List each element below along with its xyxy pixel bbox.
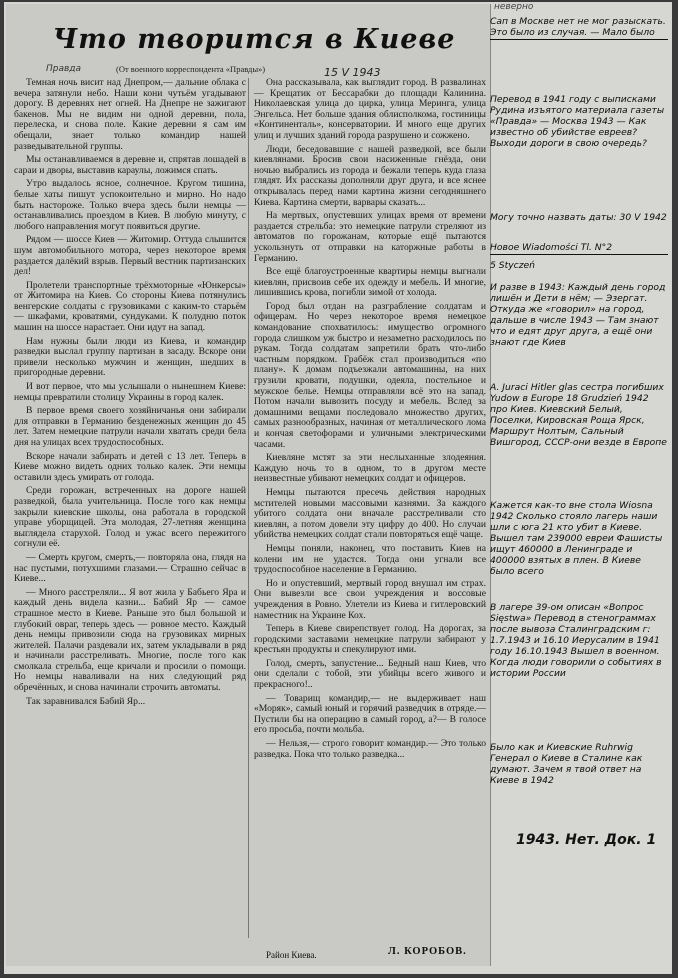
handwritten-note [490, 212, 668, 223]
paragraph: На мертвых, опустевших улицах время от времени раздается стрельба: это немецкие патрули стреляют из автоматов по горожанам, которые ещё пытаются ускользнуть от отправки на каторжные работы в Германию. [254, 210, 486, 264]
handwritten-note [490, 94, 668, 149]
handwritten-note [490, 382, 668, 448]
paragraph: Немцы поняли, наконец, что поставить Киев на колени им не удастся. Тогда они угнали все трудоспособное население в Германию. [254, 542, 486, 576]
paragraph: В первое время своего хозяйничанья они забирали для отправки в Германию безденежных женщин до 45 лет. Затем немецкие патрули начали хватать среди бела дня на улицах всех трудоспособных. [14, 405, 246, 448]
handwritten-document-reference: 1943. Нет. Док. 1 [516, 832, 657, 848]
paragraph: Утро выдалось ясное, солнечное. Кругом тишина, белые хаты пишут успокоительно и мирно. Но надо быть настороже. Только вчера здесь были немцы — останавливались проездом в Киев. В любую минуту, с любого направления могут появиться другие. [14, 178, 246, 232]
handwritten-pencil-heading: неверно [494, 2, 534, 12]
paragraph: Так заравнивался Бабий Яр... [26, 695, 146, 707]
paragraph: Нам нужны были люди из Киева, и командир разведки выслал группу партизан в засаду. Вскоре они привели несколько мужчин и женщин, шедших в пригородные деревни. [14, 335, 246, 379]
handwritten-note [490, 500, 668, 577]
note-text: Было как и Киевские Ruhrwig Генерал о Киеве в Сталине как думают. Зачем я твой ответ на Киеве в 1942 [490, 742, 643, 786]
paragraph: Город был отдан на разграбление солдатам и офицерам. Но через некоторое время немецкое командование спохватилось: имущество огромного города слишком уж быстро и незаметно расходилось по рукам. Тогда солдатам запретили брать что-либо частным порядком. Грабёж стал производиться «по плану». К домам подъезжали автомашины, на них грузили кровати, подушки, одеяла, постельное и мужское белье. Немцы отправляли всё это на запад. Потом начали вывозить посуду и мебель. Вслед за домашними вещами последовало множество других, самых разнообразных, начиная от металлического лома и кончая светофорами и уличными электрическими часами. [254, 300, 486, 450]
newspaper-clipping [6, 4, 491, 966]
paragraph: — Много расстреляли... Я вот жила у Бабьего Яра и каждый день видела казни... Бабий Яр — самое страшное место в Киеве. Раньше это был большой и глубокий овраг, теперь здесь — ровное место. Каждый день немцы привозили сюда на грузовиках мирных жителей. Палачи раздевали их, затем укладывали в ряд и начинали расстреливать. Многие, после того как смолкала стрельба, еще кричали и просили о помощи. Но немцы наваливали на них следующий ряд обречённых, и снова начинали строчить автоматы. [14, 586, 246, 694]
article-column-right [254, 78, 486, 763]
paragraph: Киевляне мстят за эти неслыханные злодеяния. Каждую ночь то в одном, то в другом месте неизвестные убивают немецких солдат и офицеров. [254, 452, 486, 485]
paragraph: Вскоре начали забирать и детей с 13 лет. Теперь в Киеве можно видеть одних только калек. Эти немцы оставили здесь умирать от голода. [14, 450, 246, 483]
note-text: Новое Wiadomości Tl. N°2 [490, 242, 613, 253]
paragraph: Мы останавливаемся в деревне и, спрятав лошадей в сараи и дворы, выставив караулы, ложимся спать. [14, 154, 246, 176]
column-divider [248, 78, 249, 938]
note-text: Сап в Москве нет не мог разыскать. Это было из случая. — Мало было [490, 16, 666, 38]
handwritten-note [490, 282, 668, 348]
paragraph: Она рассказывала, как выглядит город. В развалинах — Крещатик от Бессарабки до площади Калинина. Николаевская улица до цирка, улица Меринга, улица Энгельса. Нет больше здания облисполкома, гостиницы «Континенталь», консерватории. И много еще других улиц и лучших зданий города разрушено и сожжено. [254, 77, 486, 141]
paragraph: Люди, беседовавшие с нашей разведкой, все были киевлянами. Бросив свои насиженные гнёзда, они ночью выбрались из города и бежали теперь куда глаза глядят. Их рассказы дополняли друг друга, и все яснее открывалась перед нами картина жизни сегодняшнего Киева. Картина смерти, варвары сказать... [254, 143, 486, 208]
paragraph: Голод, смерть, запустение... Бедный наш Киев, что они сделали с тобой, эти убийцы всего живого и прекрасного!.. [254, 657, 486, 691]
note-text: Кажется как-то вне стола Wiosna 1942 Сколько стояло лагерь наши шли с юга 21 кто убит в Киеве. Вышел там 239000 евреи Фашисты ищут 460000 в Ленинграде и 400000 взятых в плен. В Киеве было всего [490, 500, 663, 577]
paragraph: Пролетели транспортные трёхмоторные «Юнкерсы» от Житомира на Киев. Со стороны Киева потянулись венгерские солдаты с грузовиками с каким-то старьём — шкафами, кроватями, сундуками. К полудню поток машин на шоссе нарастает. Они идут на запад. [14, 279, 246, 334]
handwritten-note [490, 602, 668, 679]
note-text: В лагере 39-ом описан «Вопрос Sięstwa» Перевод в стенограммах после вывоза Сталинградским г: 1.7.1943 и 16.10 Иерусалим в 1941 году 16.10.1943 Вышел в военном. Когда люди говорили о событиях в истории России [490, 602, 662, 679]
handwritten-note [490, 242, 668, 255]
article-headline: Что творится в Киеве [52, 24, 456, 55]
handwritten-note [490, 742, 668, 786]
paragraph: Среди горожан, встреченных на дороге нашей разведкой, была учительница. После того как немцы закрыли киевские школы, она работала в городской управе уборщицей. Эта молодая, 27-летняя женщина выглядела старухой. Голод и ужас всего пережитого согнули её. [14, 485, 246, 550]
paragraph: — Нельзя,— строго говорит командир.— Это только разведка. Пока что только разведка... [254, 738, 486, 760]
handwritten-corner-note: Правда [46, 64, 82, 74]
paragraph: Но и опустевший, мертвый город внушал им страх. Они вывезли все свои учреждения и воссовые учреждения в Ровно. Улетели из Киева и гитлеровский наместник на Украине Кох. [254, 577, 486, 621]
paragraph: Немцы пытаются пресечь действия народных мстителей новыми массовыми казнями. За каждого убитого солдата они вначале расстреливали сто киевлян, а потом довели эту цифру до 400. Но случаи убийства немецких солдат стали повторяться ещё чаще. [254, 486, 486, 541]
article-byline: (От военного корреспондента «Правды») [116, 64, 266, 74]
article-column-left [14, 78, 246, 710]
note-text: A. Juraci Hitler glas сестра погибших Yudow в Europe 18 Grudzień 1942 про Киев. Киевский Белый, Поселки, Кировская Роща Ярск, Маршрут Нолтым, Сальный Вишгород, СССР-они везде в Европе [490, 382, 667, 448]
handwritten-note [490, 16, 668, 40]
paragraph: — Смерть кругом, смерть,— повторяла она, глядя на нас пустыми, потухшими глазами.— Страшно сейчас в Киеве... [14, 551, 246, 585]
handwritten-note [490, 260, 668, 271]
paragraph: Рядом — шоссе Киев — Житомир. Оттуда слышится шум автомобильного мотора, через некоторое время раздается далёкий взрыв. Первый вестник партизанских дел! [14, 234, 246, 278]
article-dateline: Район Киева. [266, 950, 317, 960]
note-text: 5 Styczeń [490, 260, 535, 271]
article-author: Л. КОРОБОВ. [388, 946, 467, 957]
handwritten-date: 15 V 1943 [324, 66, 381, 79]
paragraph: — Товарищ командир,— не выдерживает наш «Моряк», самый юный и горячий разведчик в отряде.— Пустили бы на операцию в самый город, а?— В голосе его просьба, почти мольба. [254, 692, 486, 736]
note-text: Перевод в 1941 году с выписками Рудина изъятого материала газеты «Правда» — Москва 1943 — Как известно об убийстве евреев? Выходи дороги в свою очередь? [490, 94, 665, 149]
note-text: И разве в 1943: Каждый день город лишён и Дети в нём; — Эзергат. Откуда же «говорил» на город, дальше в числе 1943 — Там знают что и едят друг друга, а ещё они знают где Киев [490, 282, 666, 348]
paragraph: И вот первое, что мы услышали о нынешнем Киеве: немцы превратили столицу Украины в город калек. [14, 381, 246, 403]
document-photo [4, 2, 672, 974]
paragraph: Теперь в Киеве свирепствует голод. На дорогах, за городскими заставами немецкие патрули забирают у крестьян продукты и спекулируют ими. [254, 623, 486, 656]
note-text: Могу точно назвать даты: 30 V 1942 [490, 212, 667, 223]
paragraph: Темная ночь висит над Днепром,— дальние облака с вечера затянули небо. Наши кони чутьём угадывают дорогу. В деревнях нет огней. На Днепре не зажигают бакенов. Мы не видим ни одной деревни, пола, перелеска, и снова поле. Какие деревни я сам им обещали, знает только командир нашей разведывательной группы. [14, 77, 246, 152]
paragraph: Все ещё благоустроенные квартиры немцы выгнали киевлян, присвоив себе их одежду и мебель. И многие, лишившись крова, погибли зимой от холода. [254, 266, 486, 299]
